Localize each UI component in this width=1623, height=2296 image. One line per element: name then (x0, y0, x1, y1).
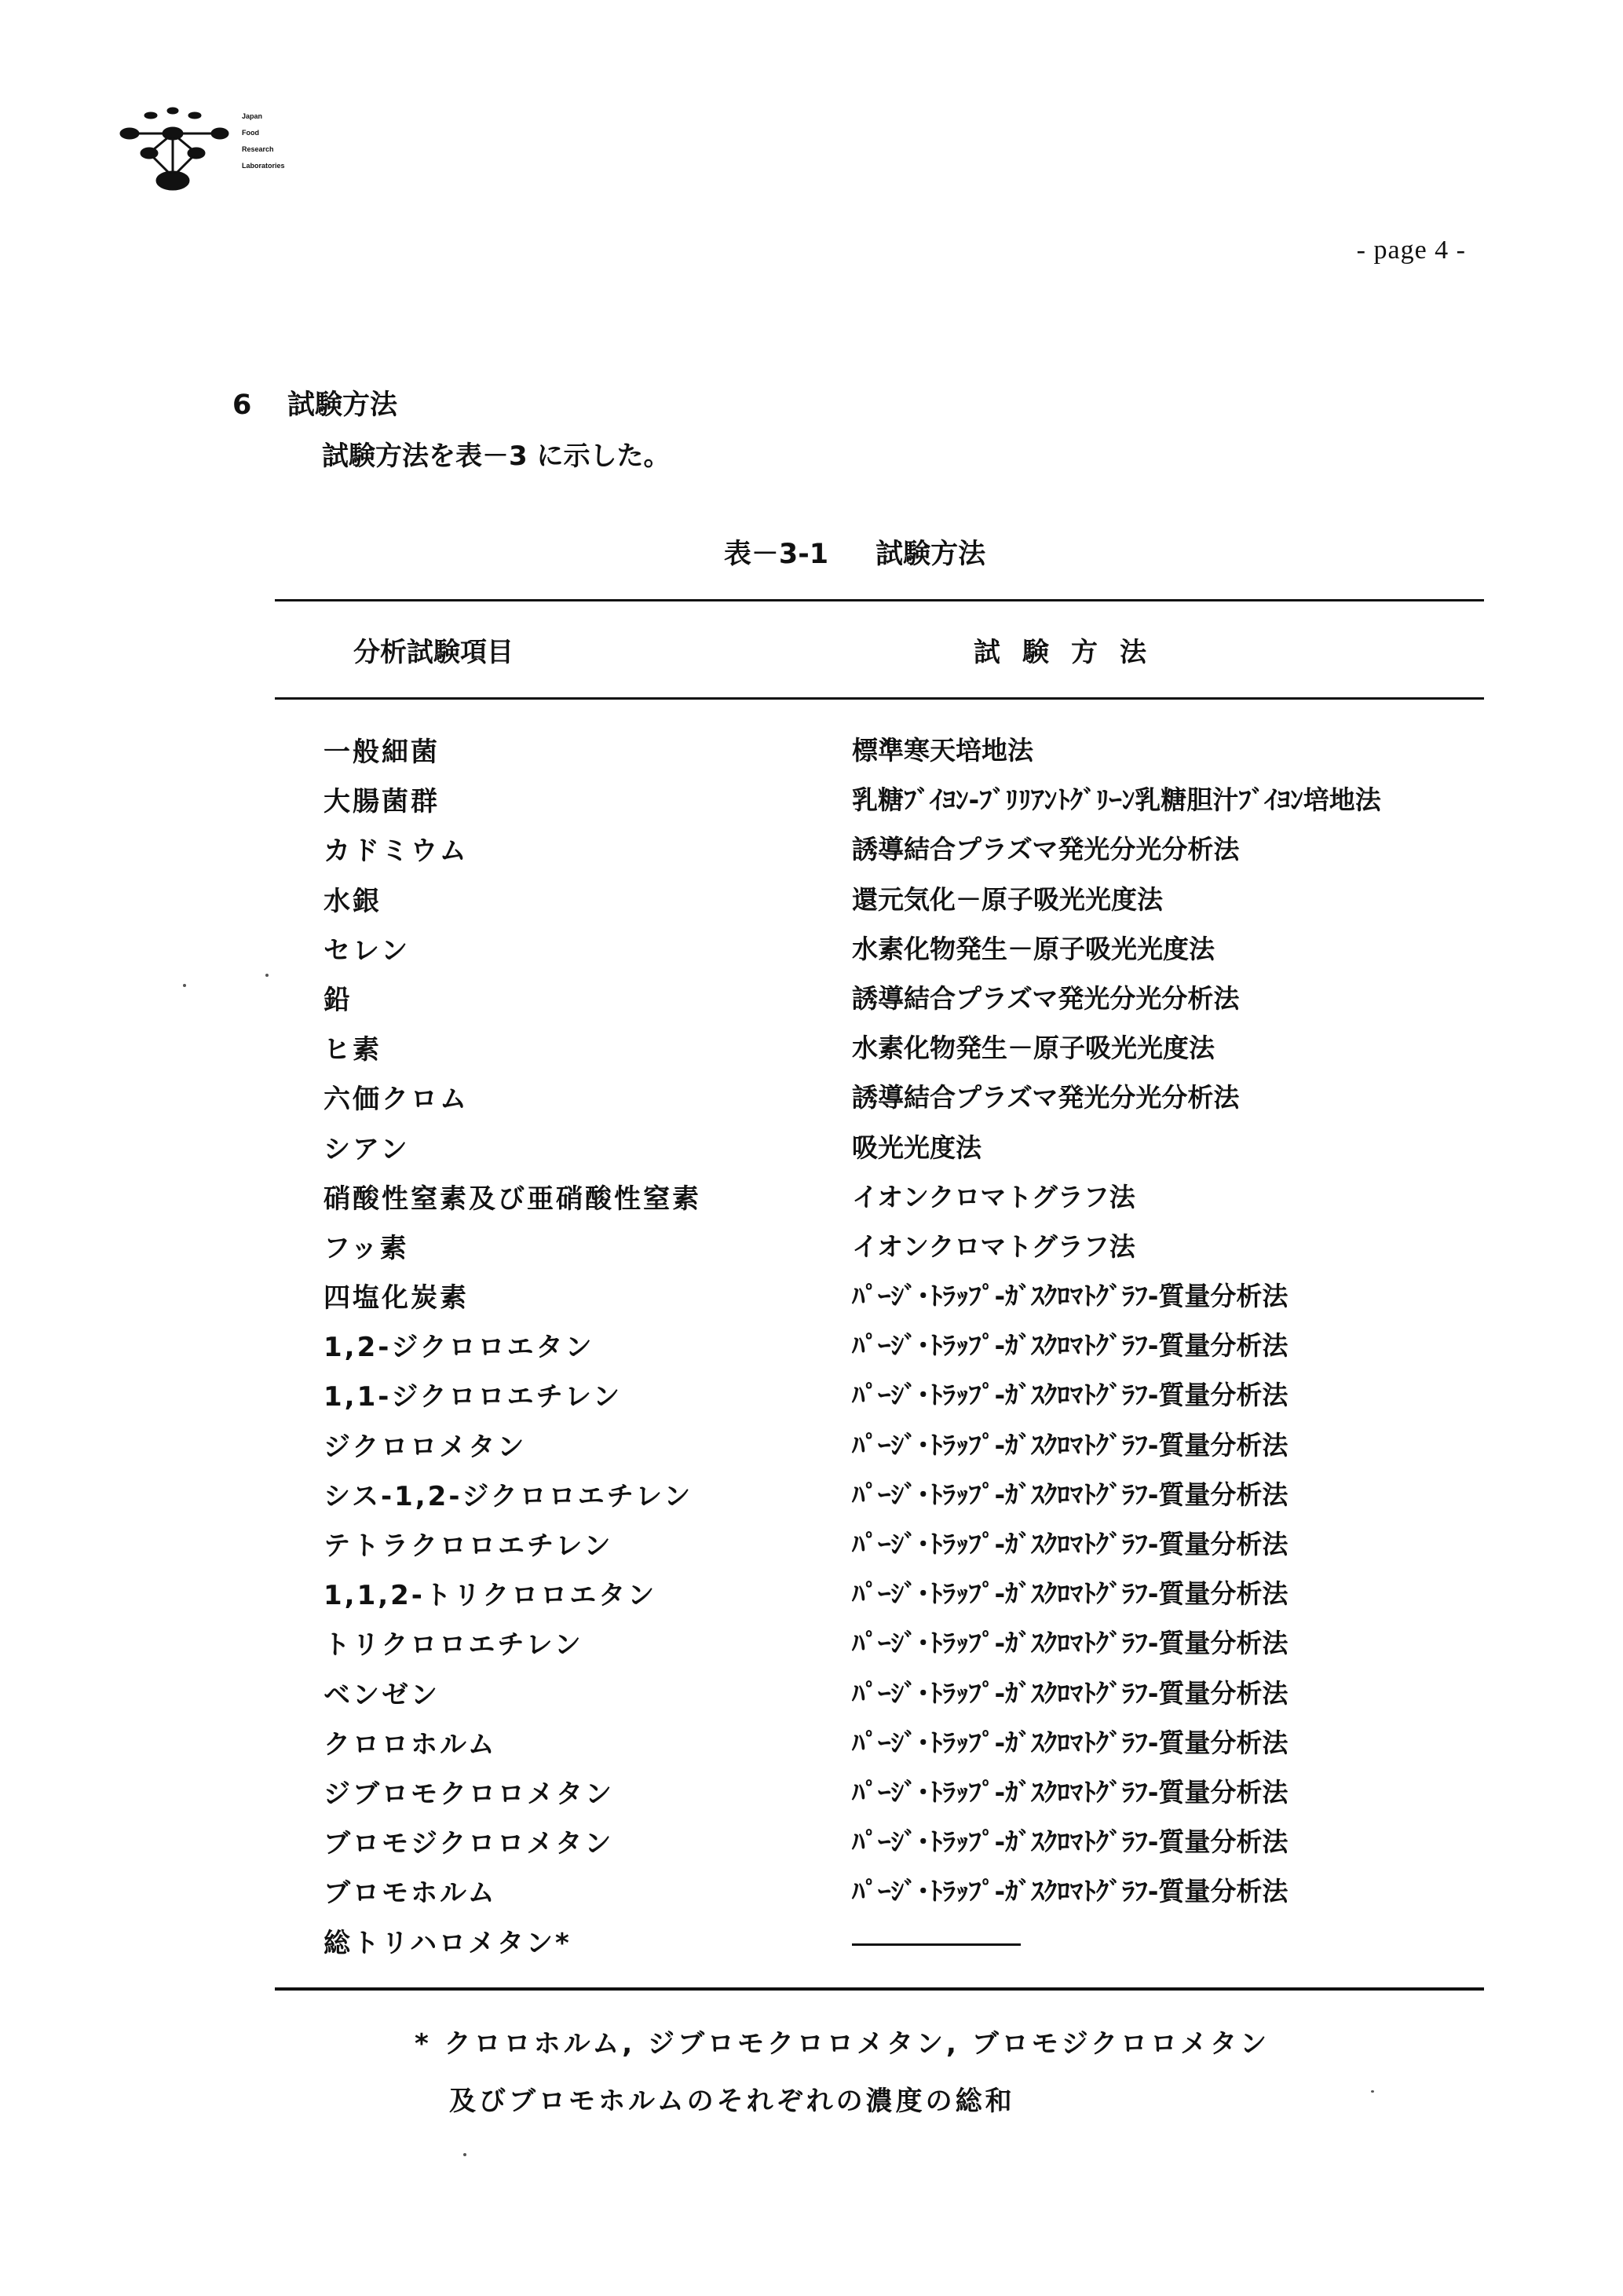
test-method: ﾊﾟｰｼﾞ･ﾄﾗｯﾌﾟ-ｶﾞｽｸﾛﾏﾄｸﾞﾗﾌ-質量分析法 (852, 1529, 1289, 1559)
table-row (0, 1723, 1623, 1772)
table-row (0, 1623, 1623, 1673)
test-method: 乳糖ﾌﾞｲﾖﾝ-ﾌﾞﾘﾘｱﾝﾄｸﾞﾘｰﾝ乳糖胆汁ﾌﾞｲﾖﾝ培地法 (852, 784, 1381, 816)
table-top-rule (275, 599, 1484, 601)
scan-speck (265, 974, 269, 977)
table-row (0, 1921, 1623, 1971)
table-row (0, 1822, 1623, 1871)
test-method: ﾊﾟｰｼﾞ･ﾄﾗｯﾌﾟ-ｶﾞｽｸﾛﾏﾄｸﾞﾗﾌ-質量分析法 (852, 1380, 1289, 1411)
analysis-item: 1,1,2-トリクロロエタン (324, 1580, 657, 1612)
table-row (0, 1524, 1623, 1574)
page-number: - page 4 - (1356, 236, 1466, 265)
section-title: 試験方法 (287, 389, 398, 421)
test-method: 標準寒天培地法 (852, 735, 1033, 766)
analysis-item: クロロホルム (324, 1728, 497, 1760)
table-row (0, 1177, 1623, 1227)
analysis-item: 水銀 (324, 885, 382, 917)
scan-speck (1371, 2090, 1374, 2093)
analysis-item: ヒ素 (324, 1034, 382, 1066)
analysis-item: カドミウム (324, 835, 469, 868)
table-row (0, 929, 1623, 978)
table-row (0, 1772, 1623, 1822)
test-method: ﾊﾟｰｼﾞ･ﾄﾗｯﾌﾟ-ｶﾞｽｸﾛﾏﾄｸﾞﾗﾌ-質量分析法 (852, 1429, 1289, 1461)
logo-wordmark: Japan Food Research Laboratories (242, 112, 285, 170)
test-method: ﾊﾟｰｼﾞ･ﾄﾗｯﾌﾟ-ｶﾞｽｸﾛﾏﾄｸﾞﾗﾌ-質量分析法 (852, 1330, 1289, 1362)
analysis-item: 六価クロム (324, 1084, 469, 1116)
test-method: イオンクロマトグラフ法 (852, 1181, 1135, 1212)
analysis-item: 大腸菌群 (324, 786, 440, 818)
table-row (0, 780, 1623, 829)
table-caption-title: 試験方法 (875, 539, 986, 570)
table-row (0, 1574, 1623, 1623)
company-logo (110, 102, 345, 212)
analysis-item: フッ素 (324, 1232, 409, 1264)
scan-speck (463, 2153, 466, 2156)
table-row (0, 978, 1623, 1028)
footnote-line-1: * クロロホルム, ジブロモクロロメタン, ブロモジクロロメタン (415, 2028, 1270, 2060)
table-row (0, 1128, 1623, 1177)
analysis-item: 四塩化炭素 (324, 1282, 469, 1314)
analysis-item: ブロモジクロロメタン (324, 1828, 614, 1860)
analysis-item: 鉛 (324, 984, 353, 1016)
table-row (0, 1077, 1623, 1127)
test-method: 吸光光度法 (852, 1132, 981, 1163)
analysis-item: トリクロロエチレン (324, 1629, 583, 1662)
table-bottom-rule (275, 1987, 1484, 1991)
table-row (0, 1871, 1623, 1921)
column-header-method: 試験方法 (974, 637, 1168, 668)
analysis-item: 1,1-ジクロロエチレン (324, 1381, 623, 1413)
analysis-item: ブロモホルム (324, 1877, 497, 1910)
scan-speck (183, 984, 186, 987)
table-row (0, 1475, 1623, 1524)
test-method: 水素化物発生－原子吸光光度法 (852, 1033, 1215, 1064)
table-footnote (415, 2022, 1270, 2118)
table-caption-label: 表－3-1 (723, 539, 829, 570)
section-heading (232, 383, 397, 422)
analysis-item: 総トリハロメタン* (324, 1927, 572, 1959)
test-method: ﾊﾟｰｼﾞ･ﾄﾗｯﾌﾟ-ｶﾞｽｸﾛﾏﾄｸﾞﾗﾌ-質量分析法 (852, 1628, 1289, 1659)
test-method: ﾊﾟｰｼﾞ･ﾄﾗｯﾌﾟ-ｶﾞｽｸﾛﾏﾄｸﾞﾗﾌ-質量分析法 (852, 1727, 1289, 1758)
table-row (0, 730, 1623, 780)
analysis-item: シアン (324, 1133, 410, 1165)
analysis-item: ジクロロメタン (324, 1431, 527, 1463)
table-row (0, 1375, 1623, 1424)
table-row (0, 829, 1623, 879)
test-method: ﾊﾟｰｼﾞ･ﾄﾗｯﾌﾟ-ｶﾞｽｸﾛﾏﾄｸﾞﾗﾌ-質量分析法 (852, 1578, 1289, 1610)
test-method: 誘導結合プラズマ発光分光分析法 (852, 834, 1240, 865)
test-method: 還元気化－原子吸光光度法 (852, 883, 1163, 915)
molecule-logo-icon (110, 102, 236, 204)
section-intro: 試験方法を表－3 に示した。 (322, 441, 671, 472)
section-number: 6 (232, 389, 252, 421)
test-method: ﾊﾟｰｼﾞ･ﾄﾗｯﾌﾟ-ｶﾞｽｸﾛﾏﾄｸﾞﾗﾌ-質量分析法 (852, 1776, 1289, 1808)
analysis-item: セレン (324, 934, 411, 967)
table-row (0, 1028, 1623, 1077)
table-body (0, 730, 1623, 1971)
table-row (0, 1276, 1623, 1325)
analysis-item: 一般細菌 (324, 737, 440, 768)
table-row (0, 879, 1623, 929)
test-method: ﾊﾟｰｼﾞ･ﾄﾗｯﾌﾟ-ｶﾞｽｸﾛﾏﾄｸﾞﾗﾌ-質量分析法 (852, 1281, 1289, 1312)
test-method: ﾊﾟｰｼﾞ･ﾄﾗｯﾌﾟ-ｶﾞｽｸﾛﾏﾄｸﾞﾗﾌ-質量分析法 (852, 1876, 1289, 1907)
analysis-item: ジブロモクロロメタン (324, 1778, 614, 1810)
table-row (0, 1673, 1623, 1723)
analysis-item: 1,2-ジクロロエタン (324, 1332, 594, 1364)
analysis-item: テトラクロロエチレン (324, 1530, 613, 1562)
column-header-item: 分析試験項目 (353, 637, 514, 668)
table-caption (0, 532, 1623, 572)
table-header-rule (275, 697, 1484, 700)
method-blank-line (852, 1921, 1021, 1946)
test-method: イオンクロマトグラフ法 (852, 1230, 1135, 1262)
analysis-item: シス-1,2-ジクロロエチレン (324, 1480, 693, 1512)
analysis-item: 硝酸性窒素及び亜硝酸性窒素 (324, 1183, 701, 1215)
test-method: 誘導結合プラズマ発光分光分析法 (852, 1082, 1240, 1113)
footnote-line-2: 及びブロモホルムのそれぞれの濃度の総和 (449, 2086, 1015, 2117)
test-method: ﾊﾟｰｼﾞ･ﾄﾗｯﾌﾟ-ｶﾞｽｸﾛﾏﾄｸﾞﾗﾌ-質量分析法 (852, 1479, 1289, 1510)
analysis-item: ベンゼン (324, 1679, 440, 1711)
test-method: 誘導結合プラズマ発光分光分析法 (852, 982, 1240, 1014)
table-row (0, 1325, 1623, 1375)
test-method: ﾊﾟｰｼﾞ･ﾄﾗｯﾌﾟ-ｶﾞｽｸﾛﾏﾄｸﾞﾗﾌ-質量分析法 (852, 1826, 1289, 1858)
table-row (0, 1425, 1623, 1475)
table-row (0, 1227, 1623, 1276)
test-method: 水素化物発生－原子吸光光度法 (852, 933, 1215, 964)
test-method: ﾊﾟｰｼﾞ･ﾄﾗｯﾌﾟ-ｶﾞｽｸﾛﾏﾄｸﾞﾗﾌ-質量分析法 (852, 1677, 1289, 1709)
